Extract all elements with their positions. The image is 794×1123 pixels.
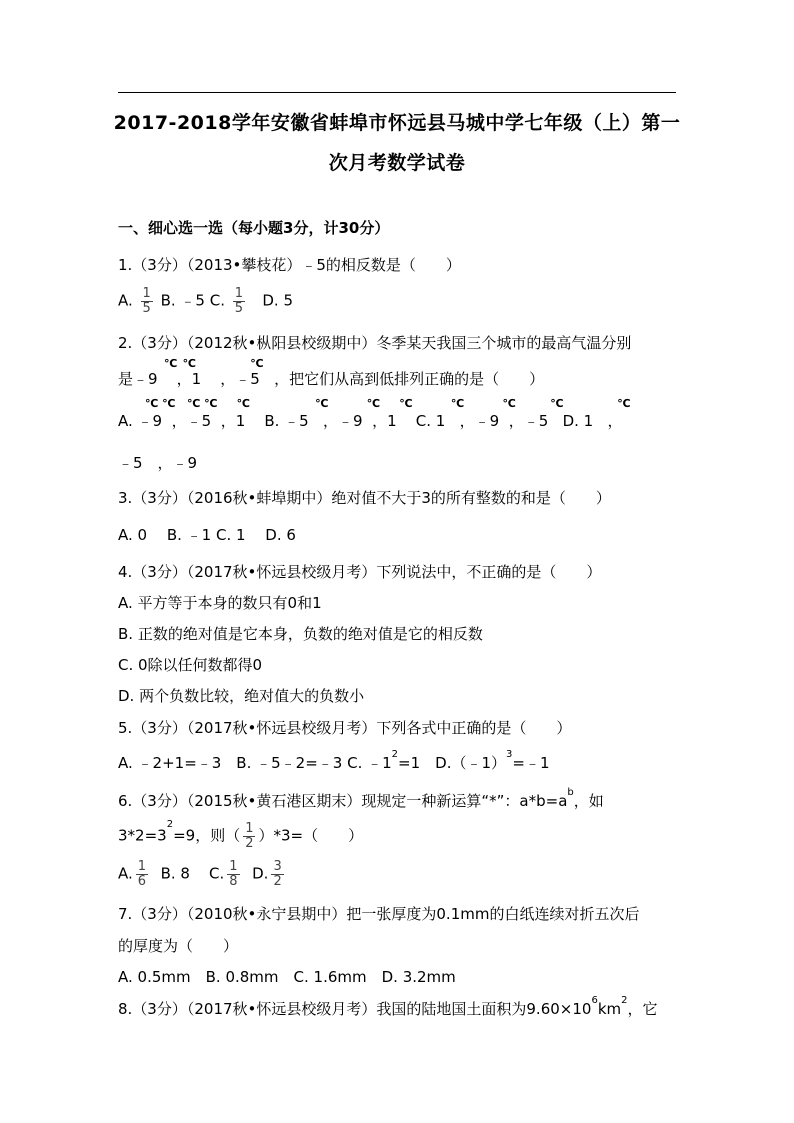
question-4-option-d: D. 两个负数比较，绝对值大的负数小 [118, 687, 365, 705]
question-2-options: A. ﹣9 ，﹣5 ，1 B. ﹣5 ，﹣9 ，1 C. 1 ，﹣9 ，﹣5 D. 1 ， [118, 412, 623, 430]
option-d-label: D. 5 [262, 291, 294, 310]
page-title-line-1: 2017-2018学年安徽省蚌埠市怀远县马城中学七年级（上）第一 [113, 112, 681, 134]
question-2-stem: 2.（3分）（2012秋•枞阳县校级期中）冬季某天我国三个城市的最高气温分别 [118, 334, 632, 352]
fraction: $\frac{3}{2}$ [273, 859, 282, 889]
question-5-stem: 5.（3分）（2017秋•怀远县校级月考）下列各式中正确的是（ ） [118, 719, 572, 737]
question-7-options: A. 0.5mm B. 0.8mm C. 1.6mm D. 3.2mm [118, 968, 456, 986]
option-b-label: B. ﹣5 C. [160, 291, 225, 310]
question-6-stem-line-2: $3*2=3^2=9$，则（ $\frac{1}{2}$ ）*3=（ ） [118, 819, 364, 851]
temp-value: 是﹣9 ℃ [118, 357, 178, 388]
question-4-option-c: C. 0除以任何数都得0 [118, 656, 263, 674]
fraction: $\frac{1}{5}$ [234, 286, 244, 316]
page-title-line-2: 次月考数学试卷 [328, 152, 466, 174]
question-1-options [118, 287, 293, 315]
fraction: $\frac{1}{6}$ [137, 859, 147, 889]
question-7-stem: 7.（3分）（2010秋•永宁县期中）把一张厚度为0.1mm的白纸连续对折五次后 [118, 905, 640, 923]
question-6-options: A. $\frac{1}{6}$ B. 8 C. $\frac{1}{8}$ D. $\frac{3}{2}$ [118, 859, 282, 889]
header-rule [118, 92, 676, 93]
question-4-option-b: B. 正数的绝对值是它本身，负数的绝对值是它的相反数 [118, 625, 483, 643]
question-4-option-a: A. 平方等于本身的数只有0和1 [118, 594, 322, 612]
fraction: $\frac{1}{8}$ [229, 859, 238, 889]
question-8-stem: 8.（3分）（2017秋•怀远县校级月考）我国的陆地国土面积为$9.60\times 10^6km^2$，它 [118, 995, 658, 1018]
section-heading: 一、细心选一选（每小题3分，计30分） [118, 219, 390, 237]
question-3-stem: 3.（3分）（2016秋•蚌埠期中）绝对值不大于3的所有整数的和是（ ） [118, 489, 611, 507]
temp-value: ，﹣5 ℃ [220, 357, 264, 388]
question-6-stem: 6.（3分）（2015秋•黄石港区期末）现规定一种新运算“*”：$a*b=a^b$，如 [118, 787, 604, 810]
temp-value: ，1 ℃ [176, 357, 202, 388]
question-1-stem: 1.（3分）（2013•攀枝花）﹣5的相反数是（ ） [118, 256, 461, 274]
degree-units-row: ℃ ℃ ℃ ℃ ℃ ℃ ℃ ℃ ℃ ℃ ℃ ℃ [145, 397, 631, 410]
fraction: $\frac{1}{2}$ [245, 821, 254, 851]
question-7-stem-line-2: 的厚度为（ ） [118, 937, 239, 955]
question-4-stem: 4.（3分）（2017秋•怀远县校级月考）下列说法中，不正确的是（ ） [118, 563, 602, 581]
question-5-options: A. ﹣2+1=﹣3 B. ﹣5﹣2=﹣3 C. $﹣1^2=1$ D.（﹣1）$^3$=﹣1 [118, 749, 550, 772]
question-2-stem-line-2: 是﹣9 ℃ ，1 ℃ ，﹣5 ℃ ，把它们从高到低排列正确的是（ ） [118, 357, 545, 388]
fraction: $\frac{1}{5}$ [142, 286, 151, 316]
option-a-label: A. [118, 291, 133, 310]
question-3-options: A. 0 B. ﹣1 C. 1 D. 6 [118, 526, 296, 544]
question-2-options-line-2: ﹣5 ，﹣9 [118, 454, 198, 472]
